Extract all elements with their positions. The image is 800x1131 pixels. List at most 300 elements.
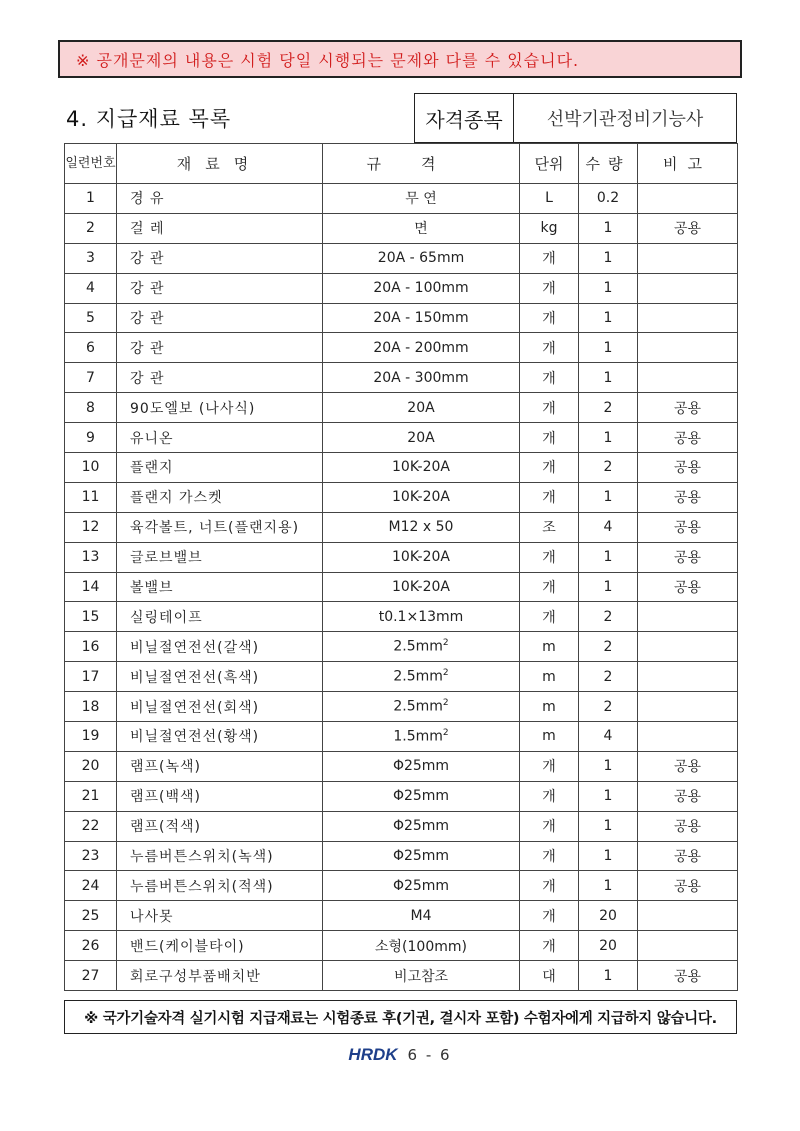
header-spec: 규격 (323, 144, 520, 184)
cell-unit-text: m (542, 728, 556, 745)
table-row (65, 841, 738, 871)
cell-no (65, 273, 117, 303)
table-row (65, 512, 738, 542)
cell-unit-text: 개 (542, 311, 556, 327)
cell-spec-text: 10K-20A (392, 579, 450, 596)
cell-unit (520, 811, 579, 841)
cell-no-text: 23 (81, 848, 100, 865)
cell-no (65, 602, 117, 632)
cell-no-text: 15 (81, 608, 100, 625)
cell-unit (520, 303, 579, 333)
cell-qty-text: 1 (603, 250, 613, 267)
cell-name-text: 램프(적색) (130, 819, 202, 836)
cell-no (65, 931, 117, 961)
cell-name-text: 램프(녹색) (130, 759, 202, 776)
spec-superscript: 2 (442, 698, 449, 709)
cell-unit (520, 184, 579, 214)
cell-note-text: 공용 (673, 878, 702, 895)
cell-unit (520, 871, 579, 901)
cell-no (65, 901, 117, 931)
notice-banner-top (58, 40, 742, 78)
cell-no-text: 10 (81, 459, 100, 476)
cell-unit-text: 개 (542, 340, 556, 357)
cell-name-text: 밴드(케이블타이) (130, 938, 245, 955)
cell-unit-text: 개 (542, 609, 556, 626)
cell-spec-text: 2.5mm (393, 669, 443, 686)
cell-note-text: 공용 (673, 759, 702, 776)
cell-spec (323, 632, 520, 662)
cell-name-text: 비닐절연전선(황색) (130, 729, 260, 746)
cell-unit-text: 개 (542, 849, 556, 866)
cell-qty-text: 2 (603, 459, 613, 476)
cell-name (117, 961, 323, 991)
cell-note (638, 572, 738, 602)
cell-note-text: 공용 (673, 520, 702, 537)
cell-no-text: 16 (81, 638, 100, 655)
cell-spec (323, 393, 520, 423)
table-row (65, 751, 738, 781)
cell-note (638, 632, 738, 662)
cell-unit-text: 개 (542, 938, 556, 955)
cell-unit (520, 901, 579, 931)
cell-spec (323, 871, 520, 901)
cell-name-text: 강 관 (130, 281, 165, 298)
cell-no-text: 25 (81, 907, 100, 924)
spec-superscript: 2 (442, 728, 449, 739)
cell-no-text: 9 (86, 429, 95, 446)
cell-name (117, 751, 323, 781)
cell-no-text: 27 (81, 967, 100, 984)
cell-note-text: 공용 (673, 819, 702, 836)
cell-no-text: 19 (81, 728, 100, 745)
header-row (64, 93, 737, 143)
page-footer (0, 1043, 800, 1067)
cell-qty-text: 2 (603, 668, 613, 685)
cell-note (638, 542, 738, 572)
cell-unit (520, 363, 579, 393)
cell-name-text: 볼밸브 (130, 580, 174, 597)
cell-note (638, 781, 738, 811)
cell-no (65, 542, 117, 572)
cell-name-text: 누름버튼스위치(적색) (130, 878, 274, 895)
cell-name-text: 강 관 (130, 311, 165, 327)
cell-qty (579, 722, 638, 752)
cell-spec-text: 20A (407, 429, 435, 446)
cell-spec (323, 811, 520, 841)
table-row (65, 482, 738, 512)
cell-unit-text: m (542, 668, 556, 685)
table-row (65, 662, 738, 692)
cell-note (638, 722, 738, 752)
cell-no-text: 6 (86, 339, 95, 356)
cell-unit-text: 개 (542, 580, 556, 597)
cell-name (117, 363, 323, 393)
cell-spec (323, 931, 520, 961)
cell-qty-text: 2 (603, 399, 613, 416)
cell-name (117, 572, 323, 602)
cell-no-text: 5 (86, 310, 95, 326)
cell-no (65, 453, 117, 483)
cell-spec-text: 20A - 150mm (373, 310, 469, 326)
cell-no (65, 333, 117, 363)
cell-unit (520, 662, 579, 692)
cell-spec (323, 961, 520, 991)
cell-spec (323, 423, 520, 453)
cell-unit (520, 453, 579, 483)
cell-unit-text: m (542, 638, 556, 655)
cell-no-text: 11 (81, 489, 100, 506)
notice-bottom-text: ※ 국가기술자격 실기시험 지급재료는 시험종료 후(기권, 결시자 포함) 수험자에게 지급하지 않습니다. (84, 1010, 717, 1027)
cell-spec (323, 184, 520, 214)
cell-spec-text: 20A - 200mm (373, 339, 469, 356)
cell-spec (323, 482, 520, 512)
cell-note-text: 공용 (673, 430, 702, 447)
cell-spec (323, 841, 520, 871)
materials-table (64, 143, 738, 991)
cell-name (117, 602, 323, 632)
cell-qty (579, 512, 638, 542)
cell-spec (323, 781, 520, 811)
cell-no (65, 961, 117, 991)
cell-unit-text: 대 (542, 968, 556, 985)
table-row (65, 871, 738, 901)
cell-spec (323, 363, 520, 393)
cell-name-text: 비닐절연전선(회색) (130, 699, 260, 716)
table-row (65, 931, 738, 961)
cell-qty (579, 931, 638, 961)
cell-no (65, 781, 117, 811)
cell-no (65, 303, 117, 333)
cell-spec (323, 303, 520, 333)
cell-note (638, 273, 738, 303)
cell-spec-text: 2.5mm (393, 698, 443, 715)
cell-unit (520, 572, 579, 602)
cell-unit (520, 961, 579, 991)
cell-note-text: 공용 (673, 789, 702, 806)
cell-note (638, 184, 738, 214)
cell-unit-text: 조 (542, 520, 556, 537)
cell-spec (323, 453, 520, 483)
cell-name (117, 243, 323, 273)
cell-no-text: 13 (81, 549, 100, 566)
cell-no (65, 423, 117, 453)
cell-qty (579, 751, 638, 781)
cell-qty (579, 393, 638, 423)
cell-qty (579, 781, 638, 811)
cell-unit-text: 개 (542, 281, 556, 298)
table-row (65, 213, 738, 243)
cell-qty (579, 572, 638, 602)
cell-qty (579, 273, 638, 303)
cell-spec-text: Φ25mm (392, 848, 450, 865)
cell-qty-text: 1 (603, 339, 613, 356)
cell-note-text: 공용 (673, 400, 702, 417)
table-row (65, 363, 738, 393)
table-row (65, 393, 738, 423)
cell-spec-text: 20A (407, 399, 435, 416)
cell-qty-text: 1 (603, 788, 613, 805)
cell-spec (323, 213, 520, 243)
cell-no-text: 24 (81, 877, 100, 894)
cell-note (638, 931, 738, 961)
cell-unit (520, 213, 579, 243)
cell-unit (520, 722, 579, 752)
cell-unit-text: 개 (542, 460, 556, 477)
cell-spec-text: 20A - 300mm (373, 369, 469, 386)
cell-qty-text: 2 (603, 608, 613, 625)
cell-note (638, 393, 738, 423)
cell-note-text: 공용 (673, 580, 702, 597)
cell-name (117, 512, 323, 542)
cell-name (117, 931, 323, 961)
cell-unit-text: 개 (542, 430, 556, 447)
spec-superscript: 2 (442, 668, 449, 679)
table-row (65, 722, 738, 752)
cell-name (117, 781, 323, 811)
cell-no-text: 7 (86, 369, 95, 386)
cell-unit (520, 632, 579, 662)
cell-name-text: 플랜지 가스켓 (130, 490, 223, 507)
cell-qty (579, 333, 638, 363)
cell-note (638, 512, 738, 542)
table-row (65, 303, 738, 333)
cell-no (65, 512, 117, 542)
cell-qty-text: 1 (603, 579, 613, 596)
cell-qty (579, 303, 638, 333)
cell-note (638, 333, 738, 363)
cell-name-text: 플랜지 (130, 460, 174, 477)
cell-note-text: 공용 (673, 221, 702, 238)
cell-note-text: 공용 (673, 490, 702, 507)
table-row (65, 542, 738, 572)
cell-name (117, 213, 323, 243)
header-qty: 수량 (579, 144, 638, 184)
table-row (65, 453, 738, 483)
notice-banner-bottom (64, 1000, 737, 1034)
table-row (65, 423, 738, 453)
cell-no-text: 4 (86, 280, 95, 297)
cell-spec-text: 비고참조 (393, 968, 449, 985)
cell-note-text: 공용 (673, 550, 702, 567)
table-row (65, 632, 738, 662)
cell-note (638, 751, 738, 781)
cell-spec-text: 20A - 65mm (377, 250, 465, 267)
cell-name (117, 423, 323, 453)
cell-qty-text: 4 (603, 519, 613, 536)
cell-unit (520, 931, 579, 961)
header-no-text: 일련번호 (65, 155, 116, 171)
cell-note (638, 871, 738, 901)
cell-unit-text: kg (540, 220, 558, 237)
cell-name-text: 회로구성부품배치반 (130, 968, 261, 985)
cell-note-text: 공용 (673, 460, 702, 477)
cell-qty (579, 662, 638, 692)
cell-qty-text: 20 (599, 937, 617, 954)
cell-spec-text: 10K-20A (392, 459, 450, 476)
cell-unit-text: 개 (542, 490, 556, 507)
cell-note-text: 공용 (673, 968, 702, 985)
cell-qty-text: 2 (603, 638, 613, 655)
table-row (65, 184, 738, 214)
cell-spec (323, 572, 520, 602)
cell-no (65, 811, 117, 841)
cell-unit (520, 393, 579, 423)
cell-spec-text: 무 연 (405, 191, 437, 208)
cell-name (117, 632, 323, 662)
cell-name (117, 184, 323, 214)
cell-qty (579, 213, 638, 243)
cell-name-text: 경 유 (130, 191, 165, 208)
cell-name-text: 글로브밸브 (130, 550, 203, 567)
cell-unit (520, 841, 579, 871)
cell-unit-text: L (545, 190, 553, 207)
cell-no-text: 21 (81, 788, 100, 805)
cell-unit (520, 781, 579, 811)
cell-name-text: 90도엘보 (나사식) (130, 400, 256, 417)
cell-unit-text: 개 (542, 908, 556, 925)
cell-qty-text: 0.2 (596, 190, 620, 207)
cell-qty (579, 632, 638, 662)
cell-unit-text: 개 (542, 759, 556, 776)
cell-qty-text: 1 (603, 310, 613, 326)
cell-name-text: 강 관 (130, 251, 165, 268)
cell-no (65, 363, 117, 393)
cell-name-text: 실링테이프 (130, 609, 203, 626)
cell-name-text: 걸 레 (130, 221, 165, 238)
cell-no-text: 1 (86, 190, 95, 207)
cell-no (65, 393, 117, 423)
cell-unit (520, 273, 579, 303)
table-row (65, 901, 738, 931)
cell-name (117, 303, 323, 333)
cell-unit-text: 개 (542, 819, 556, 836)
cell-unit (520, 482, 579, 512)
cell-unit (520, 243, 579, 273)
cell-qty (579, 482, 638, 512)
cell-name-text: 유니온 (130, 430, 174, 447)
header-note: 비고 (638, 144, 738, 184)
cell-qty-text: 1 (603, 220, 613, 237)
cell-no-text: 14 (81, 579, 100, 596)
cell-qty-text: 1 (603, 280, 613, 297)
cell-qty (579, 692, 638, 722)
header-name: 재료명 (117, 144, 323, 184)
cell-qty (579, 453, 638, 483)
cell-spec-text: 10K-20A (392, 549, 450, 566)
cell-qty-text: 4 (603, 728, 613, 745)
cell-qty-text: 2 (603, 698, 613, 715)
cell-qty-text: 1 (603, 848, 613, 865)
cell-spec-text: 2.5mm (393, 639, 443, 656)
cell-name-text: 비닐절연전선(흑색) (130, 669, 260, 686)
cell-note (638, 841, 738, 871)
cell-note (638, 602, 738, 632)
cell-name (117, 273, 323, 303)
cell-no-text: 20 (81, 758, 100, 775)
cell-qty (579, 841, 638, 871)
cell-name (117, 722, 323, 752)
cell-unit-text: 개 (542, 550, 556, 567)
cell-spec-text: M12 x 50 (388, 519, 454, 536)
table-row (65, 961, 738, 991)
table-row (65, 781, 738, 811)
cell-qty-text: 20 (599, 907, 617, 924)
cell-qty (579, 871, 638, 901)
cell-no (65, 482, 117, 512)
cell-name (117, 692, 323, 722)
cell-spec (323, 512, 520, 542)
cell-note (638, 901, 738, 931)
cell-note (638, 213, 738, 243)
cell-spec-text: M4 (410, 907, 432, 924)
cell-spec-text: 면 (414, 221, 428, 238)
cell-no-text: 3 (86, 250, 95, 267)
cell-spec (323, 751, 520, 781)
cell-name (117, 901, 323, 931)
cell-name-text: 램프(백색) (130, 789, 202, 806)
table-row (65, 811, 738, 841)
cell-unit (520, 542, 579, 572)
cell-name (117, 453, 323, 483)
cell-unit (520, 602, 579, 632)
cell-note (638, 482, 738, 512)
cell-no (65, 871, 117, 901)
cell-no-text: 18 (81, 698, 100, 715)
cell-no (65, 572, 117, 602)
cell-spec (323, 901, 520, 931)
cell-unit-text: m (542, 698, 556, 715)
cell-no-text: 22 (81, 818, 100, 835)
cell-note (638, 662, 738, 692)
cell-qty (579, 811, 638, 841)
cell-note (638, 423, 738, 453)
cell-spec-text: 10K-20A (392, 489, 450, 506)
cell-unit (520, 751, 579, 781)
cell-qty (579, 961, 638, 991)
cell-spec (323, 602, 520, 632)
cell-spec (323, 243, 520, 273)
cell-name (117, 811, 323, 841)
table-row (65, 602, 738, 632)
cell-no (65, 692, 117, 722)
cell-name-text: 강 관 (130, 370, 165, 387)
cell-name (117, 393, 323, 423)
cell-spec-text: Φ25mm (392, 758, 450, 775)
cell-qty-text: 1 (603, 877, 613, 894)
cell-unit-text: 개 (542, 789, 556, 806)
cell-name-text: 육각볼트, 너트(플랜지용) (130, 520, 300, 537)
table-row (65, 692, 738, 722)
cell-no-text: 12 (81, 519, 100, 536)
cell-note (638, 961, 738, 991)
cell-name (117, 662, 323, 692)
cell-note (638, 453, 738, 483)
cell-note (638, 363, 738, 393)
cell-qty-text: 1 (603, 489, 613, 506)
materials-body (65, 184, 738, 991)
qualification-label: 자격종목 (414, 93, 513, 143)
cell-spec-text: Φ25mm (392, 877, 450, 894)
cell-spec (323, 692, 520, 722)
spec-superscript: 2 (442, 638, 449, 649)
cell-no (65, 722, 117, 752)
table-row (65, 243, 738, 273)
cell-qty (579, 901, 638, 931)
table-header-row (65, 144, 738, 184)
table-row (65, 572, 738, 602)
cell-no (65, 213, 117, 243)
cell-spec (323, 273, 520, 303)
